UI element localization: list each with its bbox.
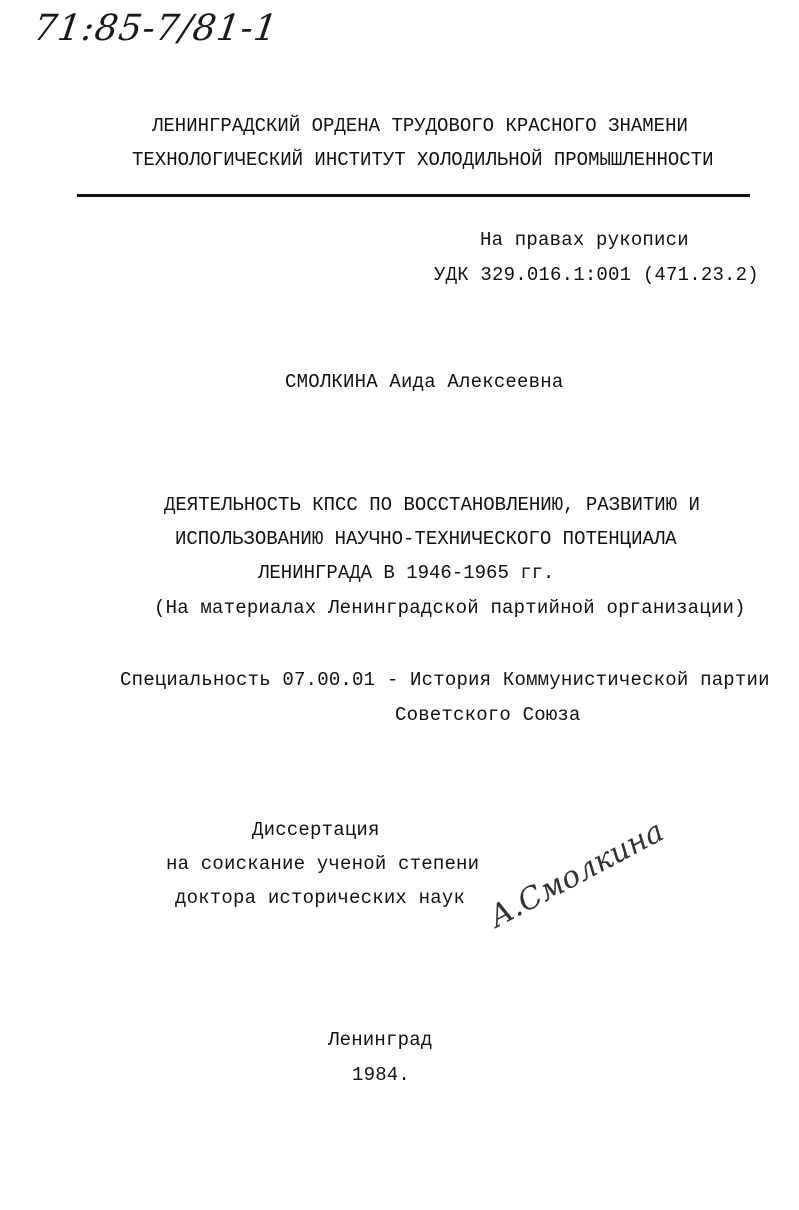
specialty-line-2: Советского Союза xyxy=(395,704,581,726)
year: 1984. xyxy=(352,1064,411,1086)
degree-line-2: на соискание ученой степени xyxy=(166,853,480,875)
degree-line-3: доктора исторических наук xyxy=(175,887,466,909)
title-subtitle: (На материалах Ленинградской партийной организации) xyxy=(154,597,746,619)
title-line-3: ЛЕНИНГРАДА В 1946-1965 гг. xyxy=(258,562,555,584)
institution-line-2: ТЕХНОЛОГИЧЕСКИЙ ИНСТИТУТ ХОЛОДИЛЬНОЙ ПРОМЫШЛЕННОСТИ xyxy=(132,149,714,171)
header-divider xyxy=(77,194,750,197)
degree-line-1: Диссертация xyxy=(252,819,380,841)
author-name: СМОЛКИНА Аида Алексеевна xyxy=(285,371,564,393)
author-signature: А.Смолкина xyxy=(483,813,670,935)
place: Ленинград xyxy=(328,1029,433,1051)
institution-line-1: ЛЕНИНГРАДСКИЙ ОРДЕНА ТРУДОВОГО КРАСНОГО ЗНАМЕНИ xyxy=(152,115,688,137)
title-line-1: ДЕЯТЕЛЬНОСТЬ КПСС ПО ВОССТАНОВЛЕНИЮ, РАЗВИТИЮ И xyxy=(164,494,700,516)
udc-code: УДК 329.016.1:001 (471.23.2) xyxy=(434,264,759,286)
manuscript-rights-note: На правах рукописи xyxy=(480,229,689,251)
specialty-line-1: Специальность 07.00.01 - История Коммунистической партии xyxy=(120,669,770,691)
title-line-2: ИСПОЛЬЗОВАНИЮ НАУЧНО-ТЕХНИЧЕСКОГО ПОТЕНЦИАЛА xyxy=(175,528,677,550)
archive-mark: 71:85-7/81-1 xyxy=(31,8,281,49)
